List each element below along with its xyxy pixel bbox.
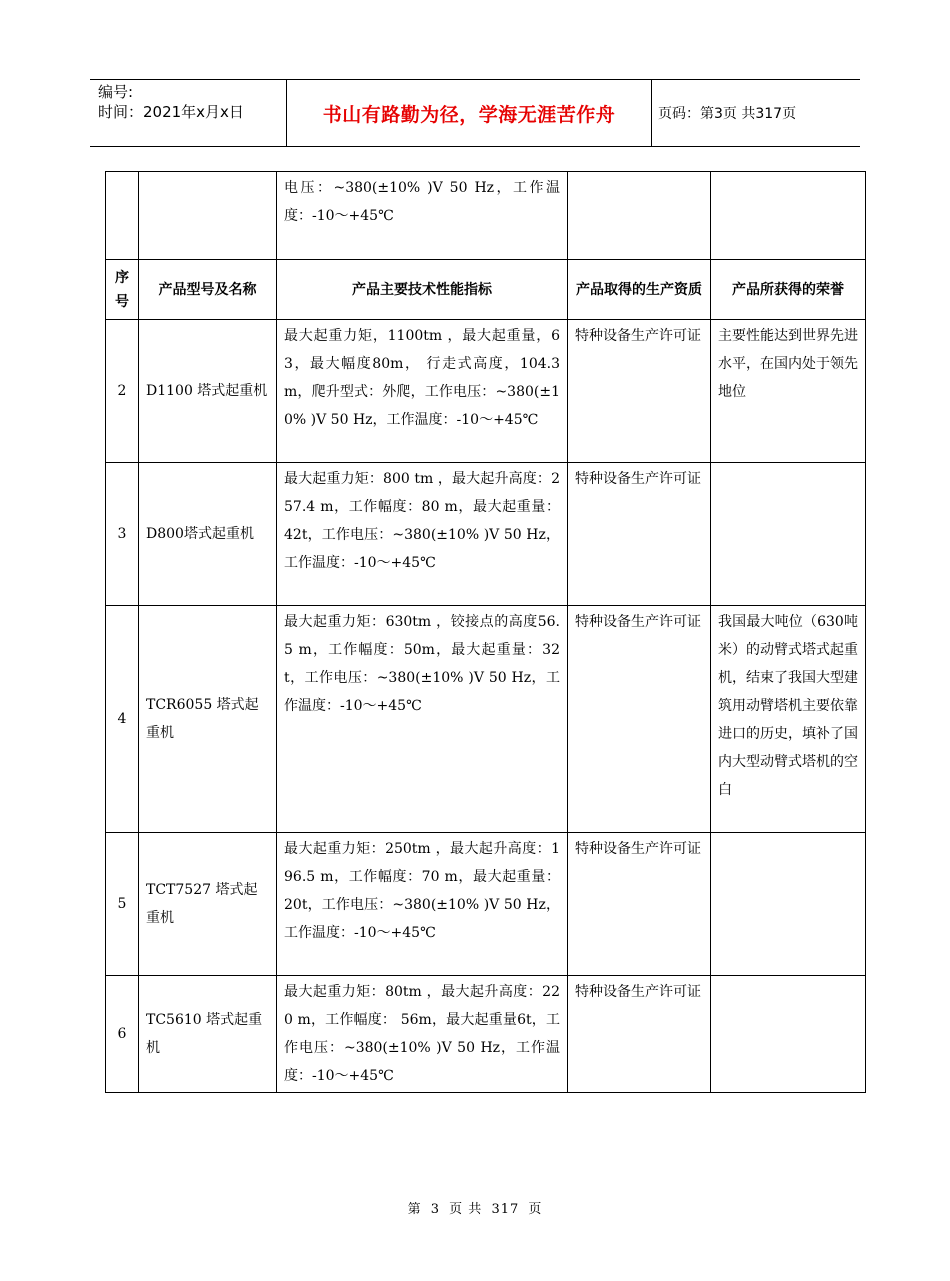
header-idx: 序号	[106, 260, 139, 320]
page-header	[90, 79, 860, 147]
cell-name: D800塔式起重机	[139, 463, 277, 606]
product-table	[105, 171, 866, 1093]
cell-idx: 3	[106, 463, 139, 606]
cell-qualification: 特种设备生产许可证	[568, 606, 711, 833]
cell-name: TCT7527 塔式起重机	[139, 833, 277, 976]
header-page-info: 页码：第3页 共317页	[658, 106, 797, 122]
footer-mid: 页 共	[449, 1202, 483, 1217]
document-number-label: 编号:	[98, 83, 134, 101]
table-row	[106, 976, 866, 1093]
cell-name: TCR6055 塔式起重机	[139, 606, 277, 833]
cell-spec: 最大起重力矩，1100tm ，最大起重量，63，最大幅度80m， 行走式高度，104.3m，爬升型式：外爬，工作电压：~380(±10% )V 50 Hz，工作温度：-10～+45℃	[277, 320, 568, 463]
cell-honor	[711, 976, 866, 1093]
cell-name	[139, 172, 277, 260]
header-meta	[98, 82, 288, 122]
footer-page-number: 3	[430, 1202, 441, 1217]
cell-honor: 我国最大吨位（630吨米）的动臂式塔式起重机，结束了我国大型建筑用动臂塔机主要依靠进口的历史，填补了国内大型动臂式塔机的空白	[711, 606, 866, 833]
cell-qualification	[568, 172, 711, 260]
table-row-continued	[106, 172, 866, 260]
footer-suffix: 页	[528, 1202, 543, 1217]
cell-idx: 6	[106, 976, 139, 1093]
cell-spec: 电压：~380(±10% )V 50 Hz，工作温度：-10～+45℃	[277, 172, 568, 260]
cell-idx: 2	[106, 320, 139, 463]
cell-qualification: 特种设备生产许可证	[568, 463, 711, 606]
cell-qualification: 特种设备生产许可证	[568, 320, 711, 463]
table-row	[106, 463, 866, 606]
table-row	[106, 833, 866, 976]
cell-idx: 4	[106, 606, 139, 833]
cell-honor	[711, 833, 866, 976]
cell-idx: 5	[106, 833, 139, 976]
table-row	[106, 320, 866, 463]
header-motto: 书山有路勤为径，学海无涯苦作舟	[286, 80, 652, 146]
page-footer	[0, 1198, 950, 1217]
table-row	[106, 606, 866, 833]
cell-honor	[711, 172, 866, 260]
cell-spec: 最大起重力矩：80tm ，最大起升高度：220 m，工作幅度： 56m，最大起重量6t，工作电压：~380(±10% )V 50 Hz，工作温度：-10～+45℃	[277, 976, 568, 1093]
cell-qualification: 特种设备生产许可证	[568, 833, 711, 976]
cell-spec: 最大起重力矩：250tm ，最大起升高度：196.5 m，工作幅度：70 m，最大起重量： 20t，工作电压：~380(±10% )V 50 Hz，工作温度：-10～+45℃	[277, 833, 568, 976]
cell-spec: 最大起重力矩：630tm ，铰接点的高度56.5 m，工作幅度：50m，最大起重量：32 t，工作电压：~380(±10% )V 50 Hz，工作温度：-10～+45℃	[277, 606, 568, 833]
cell-honor	[711, 463, 866, 606]
header-qualification: 产品取得的生产资质	[568, 260, 711, 320]
header-honor: 产品所获得的荣誉	[711, 260, 866, 320]
document-time: 时间：2021年x月x日	[98, 103, 244, 121]
table-header-row	[106, 260, 866, 320]
footer-total-pages: 317	[491, 1202, 520, 1217]
footer-prefix: 第	[407, 1202, 422, 1217]
cell-name: D1100 塔式起重机	[139, 320, 277, 463]
header-spec: 产品主要技术性能指标	[277, 260, 568, 320]
cell-spec: 最大起重力矩：800 tm ，最大起升高度：257.4 m，工作幅度：80 m，最大起重量： 42t，工作电压：~380(±10% )V 50 Hz，工作温度：-10～+45℃	[277, 463, 568, 606]
cell-idx	[106, 172, 139, 260]
cell-name: TC5610 塔式起重机	[139, 976, 277, 1093]
header-name: 产品型号及名称	[139, 260, 277, 320]
cell-qualification: 特种设备生产许可证	[568, 976, 711, 1093]
cell-honor: 主要性能达到世界先进水平，在国内处于领先地位	[711, 320, 866, 463]
